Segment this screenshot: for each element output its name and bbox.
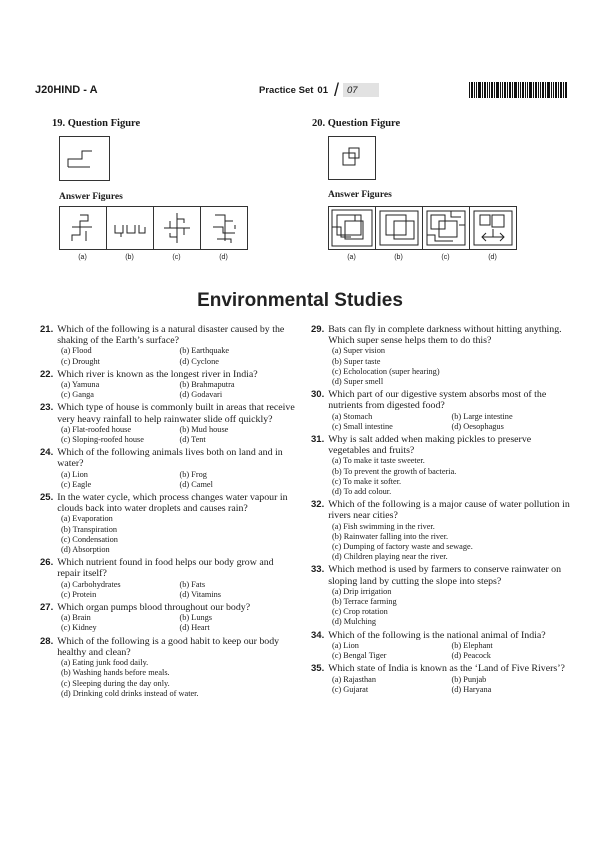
question-19-figure (52, 118, 302, 278)
answer-option[interactable]: (b) Brahmaputra (179, 380, 235, 390)
q19-answer-row (59, 206, 247, 250)
answer-option[interactable]: (c) Crop rotation (332, 607, 388, 617)
q20-title: 20. Question Figure (312, 118, 401, 129)
question-stem (311, 499, 571, 521)
question-number: 24. (40, 447, 54, 459)
question-20-figure (312, 118, 562, 278)
answer-option[interactable]: (b) Earthquake (179, 346, 230, 356)
question-25 (40, 492, 298, 555)
question-text: Which of the following is a good habit to keep our body healthy and clean? (57, 635, 280, 658)
option-list (311, 641, 571, 661)
question-stem (40, 492, 298, 514)
answer-option[interactable]: (b) Rainwater falling into the river. (332, 531, 449, 541)
answer-option[interactable]: (d) Vitamins (179, 589, 222, 599)
answer-option[interactable]: (b) To prevent the growth of bacteria. (332, 466, 457, 476)
answer-option[interactable]: (c) Kidney (61, 623, 97, 633)
q19-figure-a-icon (60, 207, 106, 249)
q20-figure-c-icon (423, 207, 469, 249)
answer-option[interactable]: (c) Small intestine (332, 421, 393, 431)
q19-option-a-figure[interactable] (59, 206, 107, 250)
question-31 (311, 434, 571, 497)
question-26 (40, 557, 298, 600)
option-list (40, 613, 298, 633)
question-text: Which of the following is a major cause of water pollution in rivers near cities? (328, 499, 570, 522)
question-text: Which of the following is a natural disaster caused by the shaking of the Earth’s surface? (57, 324, 285, 347)
answer-option[interactable]: (b) Terrace farming (332, 597, 397, 607)
q19-option-b-figure[interactable] (106, 206, 154, 250)
question-29 (311, 324, 571, 387)
practice-set-indicator (259, 82, 379, 98)
answer-option[interactable]: (b) Large intestine (451, 411, 513, 421)
q19-label-d: (d) (219, 254, 228, 261)
answer-option[interactable]: (a) Rajasthan (332, 674, 377, 684)
q20-figure-d-icon (470, 207, 516, 249)
question-number: 26. (40, 557, 54, 569)
answer-option[interactable]: (d) Absorption (61, 545, 110, 555)
practice-set-label: Practice Set (259, 84, 314, 96)
question-text: Which type of house is commonly built in areas that receive very heavy rainfall to help rainwater slide off quickly? (57, 402, 295, 425)
page-header (35, 82, 567, 100)
q19-question-box (59, 136, 110, 181)
question-stem (311, 663, 571, 674)
q20-option-a-figure[interactable] (328, 206, 376, 250)
q19-title: 19. Question Figure (52, 118, 141, 129)
question-35 (311, 663, 571, 695)
option-list (40, 380, 298, 400)
answer-option[interactable]: (b) Frog (179, 469, 207, 479)
question-text: Which nutrient found in food helps our body grow and repair itself? (57, 557, 274, 580)
answer-option[interactable]: (c) Protein (61, 589, 97, 599)
q20-option-d-figure[interactable] (469, 206, 517, 250)
answer-option[interactable]: (b) Mud house (179, 424, 229, 434)
answer-option[interactable]: (a) Stomach (332, 411, 373, 421)
question-22 (40, 369, 298, 401)
q19-answer-title: Answer Figures (59, 192, 123, 202)
answer-option[interactable]: (c) Echolocation (super hearing) (332, 366, 440, 376)
option-list (40, 658, 298, 699)
question-number: 32. (311, 499, 325, 511)
question-number: 35. (311, 663, 325, 675)
question-21 (40, 324, 298, 367)
question-number: 27. (40, 602, 54, 614)
answer-option[interactable]: (d) Haryana (451, 684, 492, 694)
option-list (40, 346, 298, 366)
answer-option[interactable]: (a) Carbohydrates (61, 579, 121, 589)
q19-figure-b-icon (107, 207, 153, 249)
barcode-icon (469, 82, 567, 98)
question-stem (40, 557, 298, 579)
question-33 (311, 564, 571, 627)
answer-option[interactable]: (d) Drinking cold drinks instead of water. (61, 688, 199, 698)
answer-option[interactable]: (c) Dumping of factory waste and sewage. (332, 542, 473, 552)
q19-label-b: (b) (125, 254, 134, 261)
paper-code: J20HIND - A (35, 84, 98, 96)
option-list (311, 412, 571, 432)
question-number: 33. (311, 564, 325, 576)
left-question-column (40, 324, 298, 701)
answer-option[interactable]: (a) Lion (61, 469, 88, 479)
answer-option[interactable]: (a) Super vision (332, 346, 385, 356)
question-stem (311, 324, 571, 346)
q20-label-a: (a) (347, 254, 356, 261)
question-text: Which of the following animals lives both on land and in water? (57, 447, 283, 470)
question-stem (311, 389, 571, 411)
q20-option-c-figure[interactable] (422, 206, 470, 250)
practice-set-number: 01 (317, 84, 328, 96)
q19-option-labels (59, 254, 247, 261)
answer-option[interactable]: (b) Washing hands before meals. (61, 668, 170, 678)
practice-set-total: 07 (343, 83, 379, 97)
question-text: Why is salt added when making pickles to preserve vegetables and fruits? (328, 434, 532, 457)
answer-option[interactable]: (a) Brain (61, 613, 91, 623)
question-number: 34. (311, 629, 325, 641)
question-32 (311, 499, 571, 562)
answer-option[interactable]: (a) Lion (332, 640, 359, 650)
answer-option[interactable]: (a) Evaporation (61, 514, 113, 524)
q19-figure-c-icon (154, 207, 200, 249)
question-28 (40, 636, 298, 699)
section-title: Environmental Studies (197, 290, 403, 311)
q20-figure-a-icon (329, 207, 375, 249)
answer-option[interactable]: (c) Gujarat (332, 684, 369, 694)
question-34 (311, 630, 571, 662)
q20-label-c: (c) (441, 254, 450, 261)
answer-option[interactable]: (a) Flat-roofed house (61, 424, 132, 434)
question-23 (40, 402, 298, 445)
option-list (40, 470, 298, 490)
answer-option[interactable]: (c) Sleeping during the day only. (61, 678, 170, 688)
answer-option[interactable]: (c) Bengal Tiger (332, 651, 387, 661)
question-stem (40, 447, 298, 469)
question-stem (40, 324, 298, 346)
answer-option[interactable]: (c) Sloping-roofed house (61, 435, 144, 445)
question-text: Which part of our digestive system absorbs most of the nutrients from digested food? (328, 389, 547, 412)
q20-question-box (328, 136, 376, 180)
answer-option[interactable]: (c) Condensation (61, 534, 118, 544)
option-list (40, 514, 298, 555)
answer-option[interactable]: (a) Yamuna (61, 380, 100, 390)
answer-option[interactable]: (d) Oesophagus (451, 421, 504, 431)
answer-option[interactable]: (d) Camel (179, 479, 213, 489)
answer-option[interactable]: (c) Ganga (61, 390, 94, 400)
q19-step-shape-icon (60, 137, 109, 180)
question-text: Which of the following is the national animal of India? (328, 629, 546, 641)
question-number: 30. (311, 389, 325, 401)
q19-option-d-figure[interactable] (200, 206, 248, 250)
question-24 (40, 447, 298, 490)
answer-option[interactable]: (d) Godavari (179, 390, 223, 400)
q19-option-c-figure[interactable] (153, 206, 201, 250)
question-number: 23. (40, 402, 54, 414)
right-question-column (311, 324, 571, 697)
question-text: Which method is used by farmers to conserve rainwater on sloping land by cutting the slope into steps? (328, 564, 562, 587)
answer-option[interactable]: (d) Children playing near the river. (332, 552, 448, 562)
answer-option[interactable]: (d) Mulching (332, 617, 377, 627)
answer-option[interactable]: (a) To make it taste sweeter. (332, 456, 425, 466)
answer-option[interactable]: (a) Eating junk food daily. (61, 658, 149, 668)
answer-option[interactable]: (c) Eagle (61, 479, 92, 489)
question-text: Bats can fly in complete darkness without hitting anything. Which super sense helps them to do this? (328, 324, 562, 347)
answer-option[interactable]: (b) Super taste (332, 356, 381, 366)
answer-option[interactable]: (b) Transpiration (61, 524, 118, 534)
option-list (311, 346, 571, 387)
question-stem (40, 636, 298, 658)
question-text: In the water cycle, which process changes water vapour in clouds back into water droplets and causes rain? (57, 492, 288, 515)
question-stem (40, 602, 298, 613)
question-stem (311, 434, 571, 456)
answer-option[interactable]: (b) Punjab (451, 674, 487, 684)
answer-option[interactable]: (d) Tent (179, 435, 206, 445)
q20-option-b-figure[interactable] (375, 206, 423, 250)
question-number: 28. (40, 635, 54, 647)
question-text: Which organ pumps blood throughout our body? (57, 602, 251, 614)
option-list (311, 456, 571, 497)
question-27 (40, 602, 298, 634)
question-stem (311, 630, 571, 641)
option-list (311, 522, 571, 563)
q20-option-labels (328, 254, 516, 261)
answer-option[interactable]: (a) Fish swimming in the river. (332, 521, 435, 531)
option-list (40, 425, 298, 445)
q20-label-d: (d) (488, 254, 497, 261)
q20-answer-row (328, 206, 516, 250)
question-stem (311, 564, 571, 586)
answer-option[interactable]: (d) Super smell (332, 377, 384, 387)
q19-label-a: (a) (78, 254, 87, 261)
q20-answer-title: Answer Figures (328, 190, 392, 200)
answer-option[interactable]: (d) Peacock (451, 651, 491, 661)
question-30 (311, 389, 571, 432)
q20-figure-b-icon (376, 207, 422, 249)
q20-label-b: (b) (394, 254, 403, 261)
answer-option[interactable]: (d) Heart (179, 623, 210, 633)
question-stem (40, 402, 298, 424)
question-number: 21. (40, 324, 54, 335)
answer-option[interactable]: (d) Cyclone (179, 356, 219, 366)
answer-option[interactable]: (c) To make it softer. (332, 476, 402, 486)
question-number: 29. (311, 324, 325, 335)
question-number: 25. (40, 492, 54, 504)
answer-option[interactable]: (a) Drip irrigation (332, 586, 392, 596)
question-text: Which river is known as the longest river in India? (57, 368, 258, 380)
question-number: 31. (311, 434, 325, 446)
answer-option[interactable]: (b) Lungs (179, 613, 212, 623)
option-list (311, 675, 571, 695)
question-stem (40, 369, 298, 380)
question-number: 22. (40, 368, 54, 380)
answer-option[interactable]: (a) Flood (61, 346, 92, 356)
slash-divider: / (333, 80, 339, 100)
answer-option[interactable]: (b) Fats (179, 579, 206, 589)
q19-figure-d-icon (201, 207, 247, 249)
answer-option[interactable]: (d) To add colour. (332, 487, 392, 497)
answer-option[interactable]: (c) Drought (61, 356, 100, 366)
q19-label-c: (c) (172, 254, 181, 261)
option-list (40, 580, 298, 600)
q20-overlapping-squares-icon (329, 137, 375, 179)
question-text: Which state of India is known as the ‘Land of Five Rivers’? (328, 663, 565, 675)
answer-option[interactable]: (b) Elephant (451, 640, 493, 650)
option-list (311, 587, 571, 628)
